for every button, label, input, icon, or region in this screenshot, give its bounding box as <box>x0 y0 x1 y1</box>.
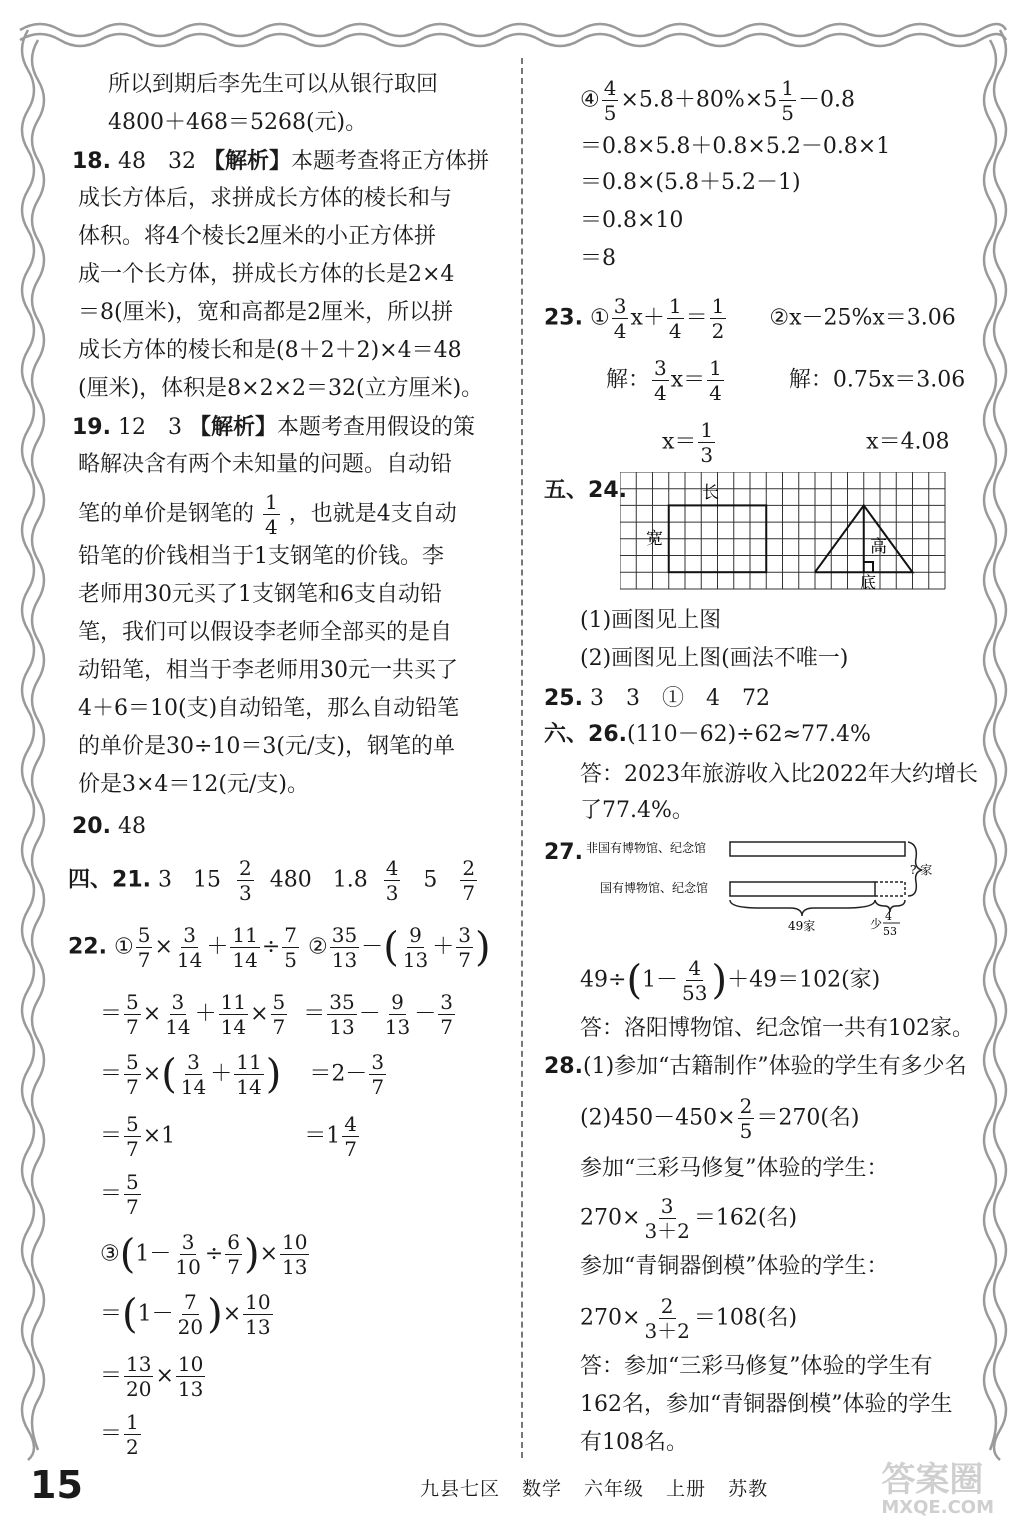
text-line: (1)画图见上图 <box>580 608 722 633</box>
q28-line-2: (2)450－450× $\frac{2}{5}$ ＝270(名) <box>580 1094 860 1143</box>
text-part: 笔的单价是钢笔的 <box>78 501 255 527</box>
text-line: 成长方体后，求拼成长方体的棱长和与 <box>78 186 453 211</box>
analysis-tag: 【解析】 <box>188 414 277 440</box>
column-divider <box>521 58 523 1458</box>
q25-line: 25. 3 3 ① 4 72 <box>544 686 770 711</box>
text-line: ＝8(厘米)，宽和高都是2厘米，所以拼 <box>78 300 454 325</box>
q22-line-1: 22. ① $\frac{5}{7}$ × $\frac{3}{14}$ ＋ $\frac{11}{14}$ ÷ $\frac{7}{5}$ ② $\frac{35}{13}$ －( $\frac{9}{13}$ ＋ $\frac{3}{7}$ ) <box>68 923 491 972</box>
text-line: 体积。将4个棱长2厘米的小正方体拼 <box>78 224 436 249</box>
q22-line-9: ＝ $\frac{1}{2}$ <box>100 1410 139 1459</box>
q19-answer: 12 3 <box>117 415 182 440</box>
svg-text:少: 少 <box>870 917 883 931</box>
text-line: 参加“三彩马修复”体验的学生： <box>580 1156 889 1181</box>
text-line: 本题考查用假设的策 <box>277 415 476 440</box>
text-line: ＝0.8×5.8＋0.8×5.2－0.8×1 <box>580 134 891 159</box>
text-line: 动铅笔，相当于李老师用30元一共买了 <box>78 658 458 683</box>
text-line: 价是3×4＝12(元/支)。 <box>78 772 310 797</box>
q27-line-diagram <box>580 834 980 944</box>
svg-text:非国有博物馆、纪念馆: 非国有博物馆、纪念馆 <box>586 841 707 855</box>
label-gao: 高 <box>870 537 887 557</box>
label-kuan: 宽 <box>646 529 663 549</box>
page-number: 15 <box>30 1463 83 1507</box>
q28-line-1: 28.(1)参加“古籍制作”体验的学生有多少名 <box>544 1054 967 1079</box>
section-prefix: 四、 <box>68 867 113 893</box>
footer-info: 九县七区 数学 六年级 上册 苏教 <box>420 1478 769 1500</box>
text-line: ＝0.8×10 <box>580 208 684 233</box>
q23-line-2: 解： $\frac{3}{4}$ x＝ $\frac{1}{4}$ 解：0.75x＝3.06 <box>606 356 966 405</box>
q23-line-1: 23. ① $\frac{3}{4}$ x＋ $\frac{1}{4}$ ＝ $\frac{1}{2}$ ②x－25%x＝3.06 <box>544 294 956 343</box>
answer: 480 <box>269 867 312 893</box>
text-line: 老师用30元买了1支钢笔和6支自动铅 <box>78 582 442 607</box>
answer: 1.8 <box>332 867 368 893</box>
label-chang: 长 <box>702 483 719 503</box>
q23-line-3: x＝ $\frac{1}{3}$ x＝4.08 <box>662 418 950 467</box>
q22-line-6: ③(1－ $\frac{3}{10}$ ÷ $\frac{6}{7}$ )× $\frac{10}{13}$ <box>100 1230 308 1279</box>
text-line: 答：参加“三彩马修复”体验的学生有 <box>580 1354 933 1379</box>
text-line: ＝0.8×(5.8＋5.2－1) <box>580 170 801 195</box>
text-line: 162名，参加“青铜器倒模”体验的学生 <box>580 1392 953 1417</box>
text-line: 答：洛阳博物馆、纪念馆一共有102家。 <box>580 1016 974 1041</box>
q28-line-4: 270× $\frac{3}{3+2}$ ＝162(名) <box>580 1194 798 1243</box>
text-line: (厘米)，体积是8×2×2＝32(立方厘米)。 <box>78 376 484 401</box>
svg-text:53: 53 <box>883 925 897 938</box>
text-line: 4800＋468＝5268(元)。 <box>108 110 368 135</box>
analysis-tag: 【解析】 <box>202 148 291 174</box>
q24-grid-figure <box>620 472 950 592</box>
fraction: $\frac{4}{3}$ <box>385 856 399 905</box>
q22-line-2: ＝ $\frac{5}{7}$ × $\frac{3}{14}$ ＋ $\frac{11}{14}$ × $\frac{5}{7}$ ＝ $\frac{35}{13}$ － $\frac{9}{13}$ － $\frac{3}{7}$ <box>100 990 453 1039</box>
text-line: 答：2023年旅游收入比2022年大约增长 <box>580 762 978 787</box>
q20-number: 20. <box>72 814 111 839</box>
text-line: 成一个长方体，拼成长方体的长是2×4 <box>78 262 455 287</box>
text-line: 所以到期后李先生可以从银行取回 <box>108 72 439 97</box>
svg-text:国有博物馆、纪念馆: 国有博物馆、纪念馆 <box>600 881 709 895</box>
text-line: ＝8 <box>580 246 616 271</box>
fraction: $\frac{1}{4}$ <box>265 490 278 539</box>
fraction: $\frac{2}{3}$ <box>238 856 252 905</box>
answer: 15 <box>192 867 221 893</box>
text-line: 有108名。 <box>580 1430 688 1455</box>
q22d-line-1: ④ $\frac{4}{5}$ ×5.8＋80%×5 $\frac{1}{5}$ －0.8 <box>580 76 855 125</box>
q22-line-8: ＝ $\frac{13}{20}$ × $\frac{10}{13}$ <box>100 1352 204 1401</box>
label-di: 底 <box>860 573 877 592</box>
q20-line <box>72 812 146 842</box>
text-line: (2)画图见上图(画法不唯一) <box>580 646 849 671</box>
text-line: 了77.4%。 <box>580 798 694 823</box>
svg-text:49家: 49家 <box>788 919 816 933</box>
q27-label: 27. <box>544 840 583 865</box>
fraction: $\frac{2}{7}$ <box>462 856 476 905</box>
q18-number: 18. <box>72 149 111 174</box>
q18-answer: 48 32 <box>117 149 196 174</box>
text-line: 略解决含有两个未知量的问题。自动铅 <box>78 452 453 477</box>
q22-number: 22. <box>68 934 107 960</box>
q27-eq: 49÷(1－ $\frac{4}{53}$ )＋49＝102(家) <box>580 956 881 1005</box>
q22-line-3: ＝ $\frac{5}{7}$ ×( $\frac{3}{14}$ ＋ $\frac{11}{14}$ ) ＝2－ $\frac{3}{7}$ <box>100 1050 385 1099</box>
q18-line <box>72 146 489 177</box>
q19-number: 19. <box>72 415 111 440</box>
text-line: 成长方体的棱长和是(8＋2＋2)×4＝48 <box>78 338 462 363</box>
text-line <box>78 492 457 537</box>
text-part: ，也就是4支自动 <box>288 501 457 527</box>
q22-line-7: ＝(1－ $\frac{7}{20}$ )× $\frac{10}{13}$ <box>100 1290 271 1339</box>
text-line: 的单价是30÷10＝3(元/支)，钢笔的单 <box>78 734 455 759</box>
svg-text:4: 4 <box>885 910 892 923</box>
q20-answer: 48 <box>117 814 146 839</box>
text-line: 铅笔的价钱相当于1支钢笔的价钱。李 <box>78 544 444 569</box>
answer: 3 <box>158 867 172 893</box>
q21-number: 21. <box>112 867 151 893</box>
text-line: 参加“青铜器倒模”体验的学生： <box>580 1254 889 1279</box>
q28-line-6: 270× $\frac{2}{3+2}$ ＝108(名) <box>580 1294 798 1343</box>
q26-line: 六、26.(110－62)÷62≈77.4% <box>544 722 871 747</box>
svg-text:? 家: ? 家 <box>910 863 933 877</box>
q19-line <box>72 412 475 443</box>
text-line: 本题考查将正方体拼 <box>291 149 490 174</box>
q24-label: 五、24. <box>544 478 627 503</box>
q22-line-5: ＝ $\frac{5}{7}$ <box>100 1170 139 1219</box>
text-line: 4＋6＝10(支)自动铅笔，那么自动铅笔 <box>78 696 460 721</box>
watermark: 答案圈 MXQE.COM <box>881 1460 994 1518</box>
answer: 5 <box>423 867 438 893</box>
q21-line <box>68 858 479 903</box>
q22-line-4: ＝ $\frac{5}{7}$ ×1 ＝1 $\frac{4}{7}$ <box>100 1112 357 1161</box>
text-line: 笔，我们可以假设李老师全部买的是自 <box>78 620 453 645</box>
